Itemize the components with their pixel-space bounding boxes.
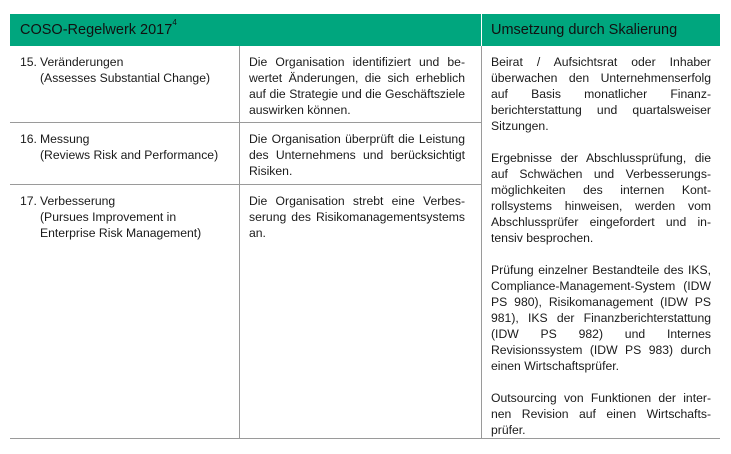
footnote-marker: 4 <box>172 18 177 28</box>
row-number: 16. <box>20 132 37 146</box>
principle-label <box>40 54 240 86</box>
implementation-column <box>491 54 711 454</box>
principle-label <box>40 131 240 163</box>
row-divider <box>10 122 481 123</box>
principle-name: Veränderungen <box>40 55 124 69</box>
principle-name: Verbesserung <box>40 194 116 208</box>
table-header <box>10 14 720 46</box>
implementation-paragraph: Prüfung einzelner Bestandteile des IKS, Compliance-Management-System (IDW PS 980), Risikomanagement (IDW PS 981), IKS der Finanzberichterstattung (IDW PS 982) und Internes Revisionssystem (IDW PS 983) durch einen Wirtschaftsprüfer. <box>491 263 711 373</box>
row-number: 15. <box>20 55 37 69</box>
column-divider <box>481 46 482 438</box>
principle-description: Die Organisation strebt eine Verbesserung des Risikomanagementsystems an. <box>249 194 465 240</box>
principle-english: (Reviews Risk and Performance) <box>40 148 219 162</box>
principle-english: (Assesses Substantial Change) <box>40 71 211 85</box>
principle-label <box>40 193 230 241</box>
principle-description: Die Organisation überprüft die Leistung des Unternehmens und berücksichtigt Risiken. <box>249 132 465 178</box>
implementation-paragraph: Beirat / Aufsichtsrat oder Inhaber überwachen den Unternehmenserfolg auf Basis monatlicher Finanzberichterstattung und quartalsweiser Sitzungen. <box>491 55 711 133</box>
row-number: 17. <box>20 194 37 208</box>
implementation-paragraph: Ergebnisse der Abschlussprüfung, die auf Schwächen und Verbesserungsmöglichkeiten des internen Kontrollsystems hinweisen, werden vom Abschlussprüfer eingefordert und intensiv besprochen. <box>491 151 711 245</box>
coso-table <box>10 14 720 439</box>
column-divider <box>239 46 240 438</box>
row-divider <box>10 184 481 185</box>
header-coso-title: COSO-Regelwerk 2017$^4$ <box>20 18 177 38</box>
principle-name: Messung <box>40 132 90 146</box>
header-divider <box>481 14 482 46</box>
principle-english: (Pursues Improvement in Enterprise Risk Management) <box>40 210 202 240</box>
implementation-paragraph: Outsourcing von Funktionen der internen Revision auf einen Wirtschaftsprüfer. <box>491 391 711 437</box>
principle-description: Die Organisation identifiziert und bewertet Änderungen, die sich erheblich auf die Strategie und die Geschäftsziele auswirken können. <box>249 55 465 117</box>
header-implementation-title: Umsetzung durch Skalierung <box>491 22 678 38</box>
